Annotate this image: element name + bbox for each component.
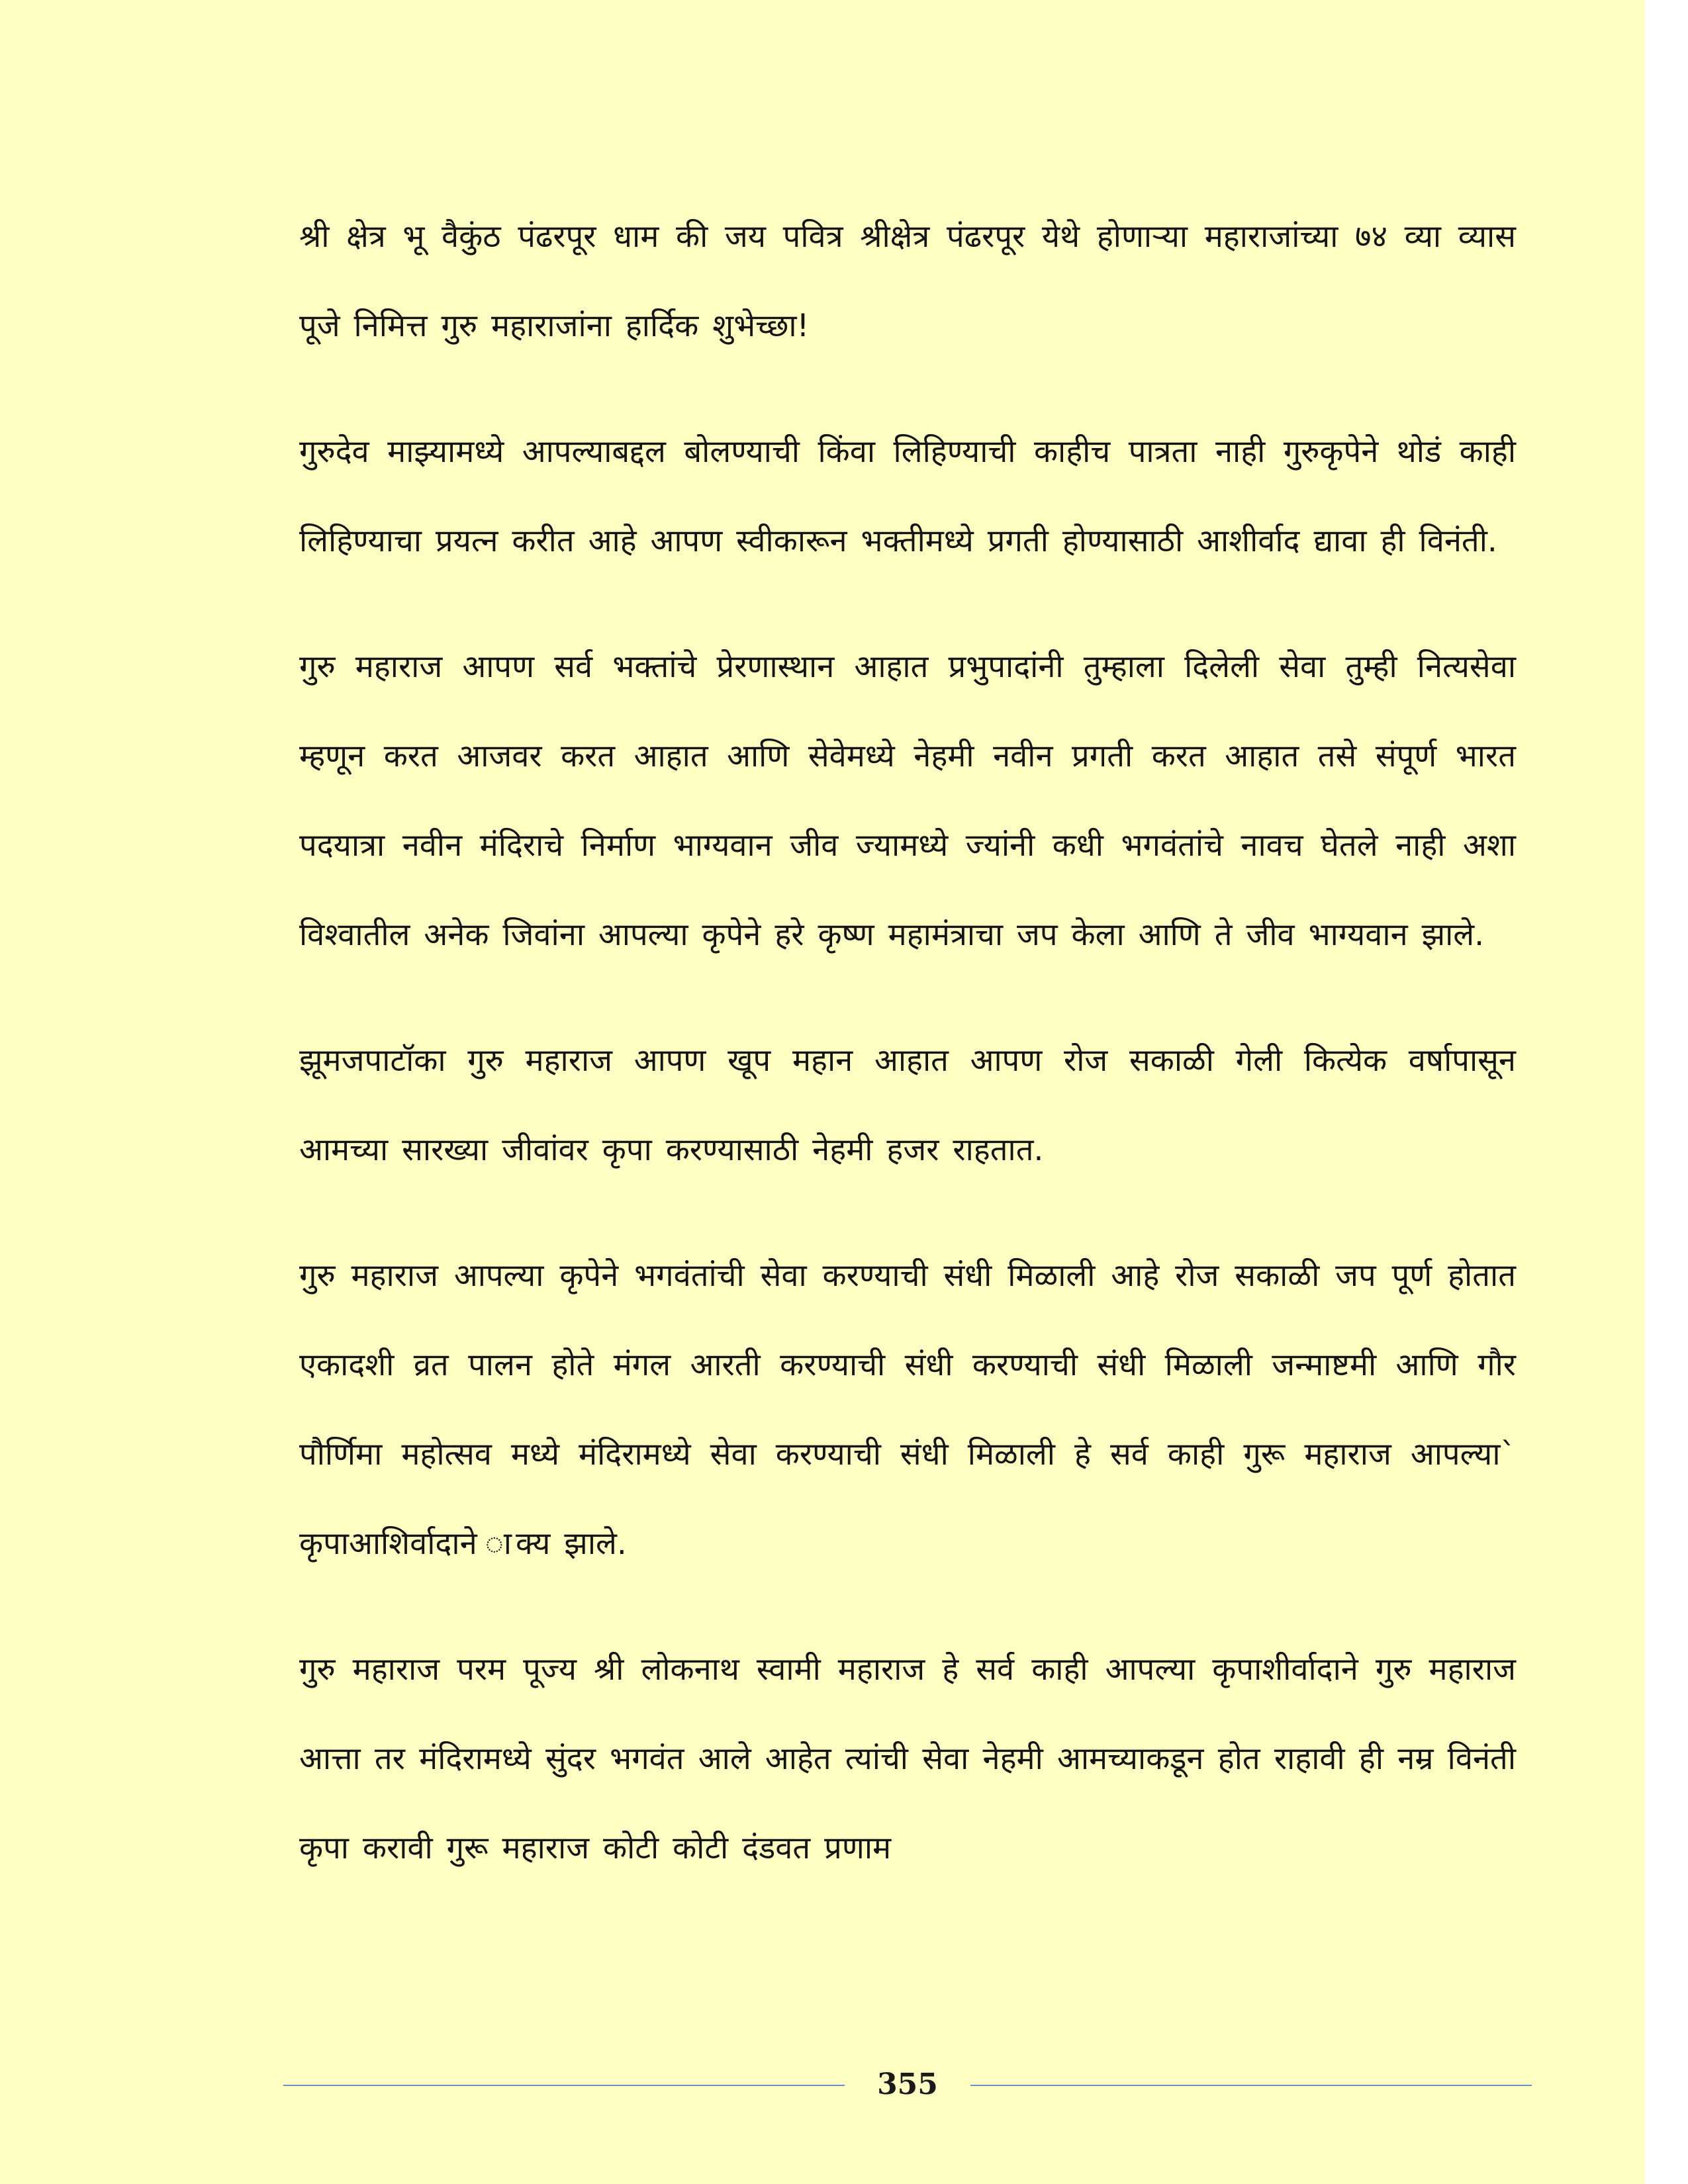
page-number: 355 — [877, 2068, 938, 2101]
page-footer — [283, 2058, 1532, 2111]
footer-rule-right — [970, 2085, 1532, 2086]
paragraph-prayer: गुरु महाराज परम पूज्य श्री लोकनाथ स्वामी महाराज हे सर्व काही आपल्या कृपाशीर्वादाने गुरु महाराज आत्ता तर मंदिरामध्ये सुंदर भगवंत आले आहेत त्यांची सेवा नेहमी आमच्याकडून होत राहावी ही नम्र विनंती कृपा करावी गुरू महाराज कोटी कोटी दंडवत प्रणाम — [299, 1651, 1516, 1866]
paragraph-inspiration: गुरु महाराज आपण सर्व भक्तांचे प्रेरणास्थान आहात प्रभुपादांनी तुम्हाला दिलेली सेवा तुम्ही नित्यसेवा म्हणून करत आजवर करत आहात आणि सेवेमध्ये नेहमी नवीन प्रगती करत आहात तसे संपूर्ण भारत पदयात्रा नवीन मंदिराचे निर्माण भाग्यवान जीव ज्यामध्ये ज्यांनी कधी भगवंतांचे नावच घेतले नाही अशा विश्वातील अनेक जिवांना आपल्या कृपेने हरे कृष्ण महामंत्राचा जप केला आणि ते जीव भाग्यवान झाले. — [299, 649, 1517, 953]
paragraph-morning-mercy: झूमजपाटॉका गुरु महाराज आपण खूप महान आहात आपण रोज सकाळी गेली कित्येक वर्षापासून आमच्या सारख्या जीवांवर कृपा करण्यासाठी नेहमी हजर राहतात. — [299, 1042, 1516, 1168]
paragraph-humility: गुरुदेव माझ्यामध्ये आपल्याबद्दल बोलण्याची किंवा लिहिण्याची काहीच पात्रता नाही गुरुकृपेने थोडं काही लिहिण्याचा प्रयत्न करीत आहे आपण स्वीकारून भक्तीमध्ये प्रगती होण्यासाठी आशीर्वाद द्यावा ही विनंती. — [299, 433, 1516, 559]
paragraph-service: गुरु महाराज आपल्या कृपेने भगवंतांची सेवा करण्याची संधी मिळाली आहे रोज सकाळी जप पूर्ण होतात एकादशी व्रत पालन होते मंगल आरती करण्याची संधी करण्याची संधी मिळाली जन्माष्टमी आणि गौर पौर्णिमा महोत्सव मध्ये मंदिरामध्ये सेवा करण्याची संधी मिळाली हे सर्व काही गुरू महाराज आपल्या` कृपाआशिर्वादाने ाक्य झाले. — [299, 1257, 1516, 1562]
body-text — [299, 192, 1516, 1929]
paragraph-greeting: श्री क्षेत्र भू वैकुंठ पंढरपूर धाम की जय पवित्र श्रीक्षेत्र पंढरपूर येथे होणाऱ्या महाराजांच्या ७४ व्या व्यास पूजे निमित्त गुरु महाराजांना हार्दिक शुभेच्छा! — [299, 218, 1516, 344]
footer-rule-left — [283, 2085, 845, 2086]
